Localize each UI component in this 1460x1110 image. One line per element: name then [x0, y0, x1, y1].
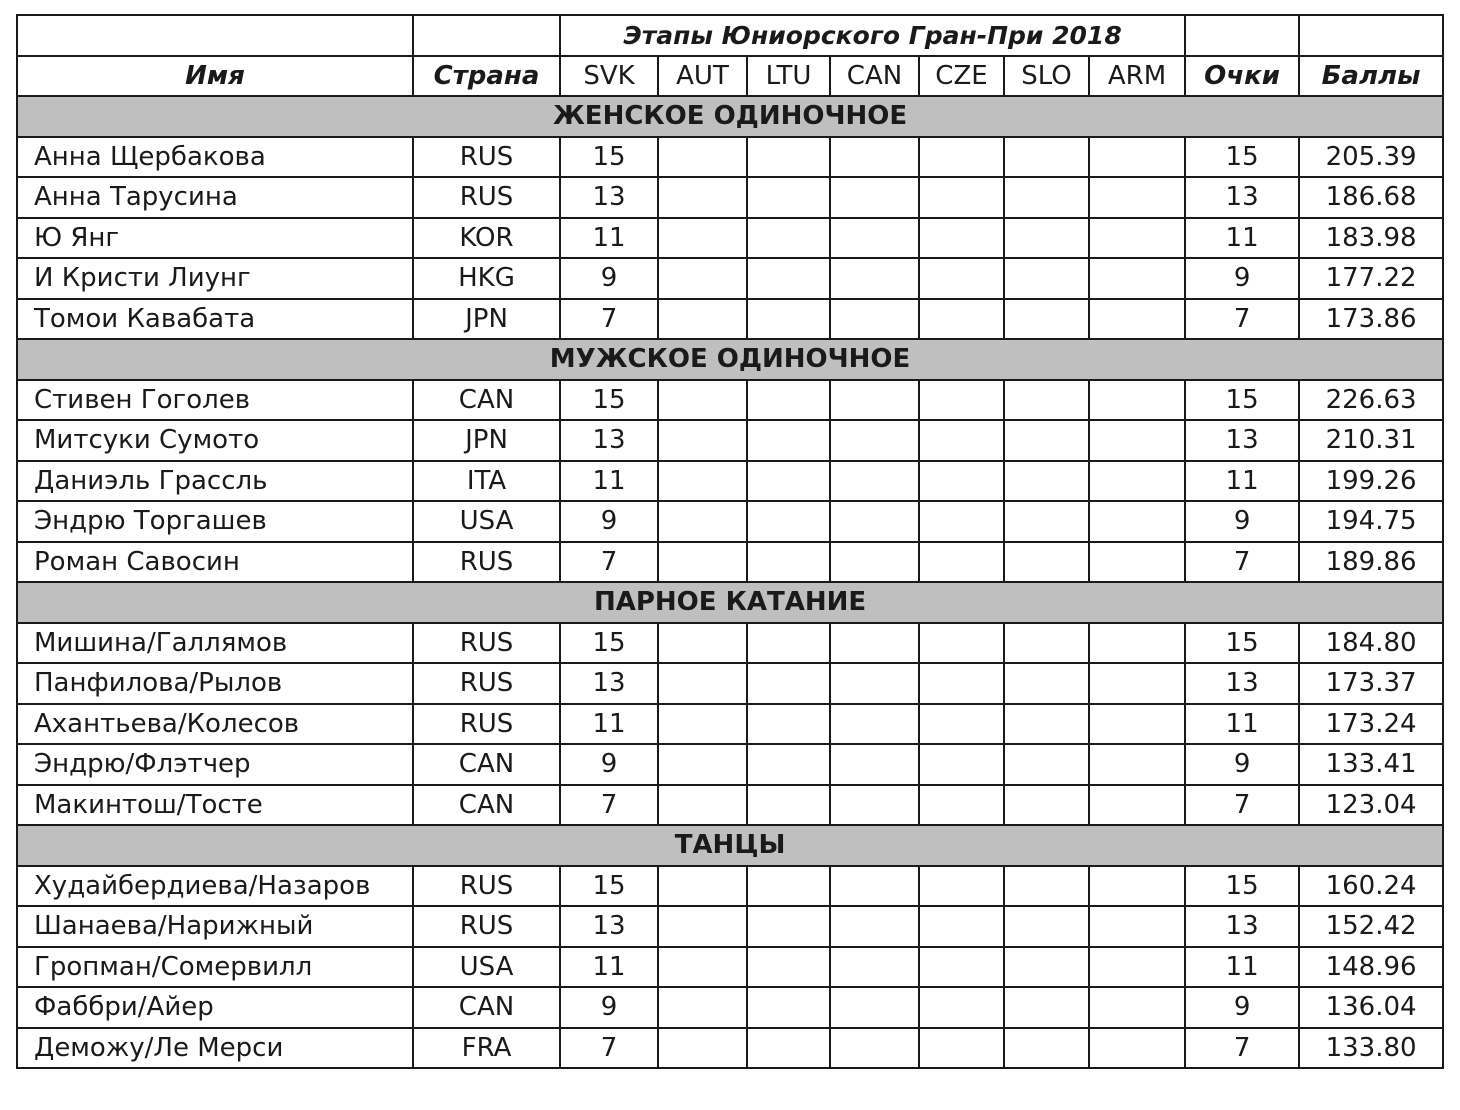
country-cell: USA — [413, 947, 560, 988]
stage-points-cell — [919, 501, 1004, 542]
stage-points-cell — [747, 947, 830, 988]
stage-points-cell — [1089, 947, 1185, 988]
section-header-row — [17, 339, 1443, 380]
country-cell: RUS — [413, 906, 560, 947]
stage-points-cell — [658, 420, 747, 461]
stage-points-cell — [747, 420, 830, 461]
total-points-cell: 7 — [1185, 299, 1299, 340]
stage-points-cell — [658, 137, 747, 178]
stage-points-cell — [658, 501, 747, 542]
stage-points-cell — [1004, 704, 1089, 745]
score-cell: 152.42 — [1299, 906, 1443, 947]
stage-points-cell — [658, 461, 747, 502]
stage-points-cell — [747, 501, 830, 542]
athlete-name-cell: Анна Тарусина — [17, 177, 413, 218]
athlete-name-cell: Томои Кавабата — [17, 299, 413, 340]
country-cell: RUS — [413, 542, 560, 583]
stage-points-cell: 9 — [560, 744, 658, 785]
stage-points-cell — [830, 258, 919, 299]
stage-points-cell — [747, 258, 830, 299]
score-cell: 148.96 — [1299, 947, 1443, 988]
stage-points-cell: 13 — [560, 177, 658, 218]
stage-column-header: CZE — [919, 56, 1004, 97]
stage-points-cell — [658, 177, 747, 218]
stage-points-cell — [1004, 906, 1089, 947]
stage-points-cell — [1089, 866, 1185, 907]
stage-points-cell — [830, 380, 919, 421]
stage-points-cell — [919, 137, 1004, 178]
table-row — [17, 177, 1443, 218]
stage-points-cell — [747, 866, 830, 907]
table-row — [17, 623, 1443, 664]
country-cell: CAN — [413, 987, 560, 1028]
stage-points-cell — [658, 380, 747, 421]
caption-row — [17, 15, 1443, 56]
stage-points-cell — [919, 987, 1004, 1028]
stage-points-cell — [747, 663, 830, 704]
stage-points-cell — [919, 663, 1004, 704]
section-title: МУЖСКОЕ ОДИНОЧНОЕ — [17, 339, 1443, 380]
stage-points-cell — [830, 177, 919, 218]
score-cell: 194.75 — [1299, 501, 1443, 542]
total-points-cell: 15 — [1185, 866, 1299, 907]
athlete-name-cell: И Кристи Лиунг — [17, 258, 413, 299]
athlete-name-cell: Ахантьева/Колесов — [17, 704, 413, 745]
stage-points-cell — [1004, 501, 1089, 542]
country-cell: KOR — [413, 218, 560, 259]
total-points-cell: 9 — [1185, 987, 1299, 1028]
total-points-cell: 9 — [1185, 258, 1299, 299]
stage-points-cell — [830, 461, 919, 502]
athlete-name-cell: Даниэль Грассль — [17, 461, 413, 502]
stage-points-cell — [658, 947, 747, 988]
stage-points-cell — [747, 906, 830, 947]
score-cell: 184.80 — [1299, 623, 1443, 664]
country-cell: USA — [413, 501, 560, 542]
score-cell: 189.86 — [1299, 542, 1443, 583]
score-cell: 205.39 — [1299, 137, 1443, 178]
stage-points-cell — [1004, 258, 1089, 299]
stage-points-cell: 11 — [560, 218, 658, 259]
table-row — [17, 906, 1443, 947]
stage-points-cell — [747, 380, 830, 421]
stage-points-cell — [1089, 461, 1185, 502]
stage-points-cell — [830, 744, 919, 785]
stage-points-cell — [830, 501, 919, 542]
stage-points-cell — [747, 704, 830, 745]
stage-points-cell — [830, 420, 919, 461]
stage-points-cell — [1004, 461, 1089, 502]
stage-points-cell: 7 — [560, 299, 658, 340]
stage-points-cell: 11 — [560, 947, 658, 988]
athlete-name-cell: Шанаева/Нарижный — [17, 906, 413, 947]
stage-points-cell — [747, 177, 830, 218]
stage-points-cell — [747, 218, 830, 259]
stage-points-cell — [1089, 380, 1185, 421]
total-points-cell: 13 — [1185, 177, 1299, 218]
stage-points-cell — [747, 542, 830, 583]
score-cell: 133.80 — [1299, 1028, 1443, 1069]
stage-points-cell — [1004, 1028, 1089, 1069]
table-row — [17, 299, 1443, 340]
stage-points-cell — [1004, 785, 1089, 826]
total-points-cell: 7 — [1185, 785, 1299, 826]
score-cell: 183.98 — [1299, 218, 1443, 259]
stage-points-cell — [1089, 177, 1185, 218]
section-header-row — [17, 582, 1443, 623]
stage-points-cell — [658, 623, 747, 664]
stage-points-cell — [1089, 704, 1185, 745]
stage-points-cell — [1089, 1028, 1185, 1069]
country-cell: RUS — [413, 663, 560, 704]
table-row — [17, 1028, 1443, 1069]
stage-points-cell — [830, 218, 919, 259]
stage-points-cell — [658, 542, 747, 583]
table-row — [17, 542, 1443, 583]
table-row — [17, 663, 1443, 704]
stage-points-cell — [1089, 663, 1185, 704]
stage-points-cell — [1004, 744, 1089, 785]
country-cell: FRA — [413, 1028, 560, 1069]
stage-points-cell — [747, 987, 830, 1028]
athlete-name-cell: Деможу/Ле Мерси — [17, 1028, 413, 1069]
country-column-header: Страна — [413, 56, 560, 97]
country-cell: RUS — [413, 623, 560, 664]
athlete-name-cell: Эндрю/Флэтчер — [17, 744, 413, 785]
stage-points-cell: 11 — [560, 461, 658, 502]
stage-points-cell — [919, 461, 1004, 502]
table-body — [17, 96, 1443, 1068]
athlete-name-cell: Панфилова/Рылов — [17, 663, 413, 704]
stage-points-cell: 13 — [560, 420, 658, 461]
athlete-name-cell: Ю Янг — [17, 218, 413, 259]
section-title: ТАНЦЫ — [17, 825, 1443, 866]
stage-points-cell: 13 — [560, 906, 658, 947]
stage-points-cell: 15 — [560, 623, 658, 664]
stage-points-cell — [830, 704, 919, 745]
stage-points-cell: 15 — [560, 866, 658, 907]
name-column-header: Имя — [17, 56, 413, 97]
stage-column-header: CAN — [830, 56, 919, 97]
stage-points-cell — [658, 744, 747, 785]
score-cell: 133.41 — [1299, 744, 1443, 785]
athlete-name-cell: Гропман/Сомервилл — [17, 947, 413, 988]
total-points-cell: 7 — [1185, 542, 1299, 583]
total-points-cell: 9 — [1185, 744, 1299, 785]
stage-points-cell — [1089, 542, 1185, 583]
stage-points-cell — [830, 906, 919, 947]
athlete-name-cell: Макинтош/Тосте — [17, 785, 413, 826]
table-row — [17, 137, 1443, 178]
country-cell: RUS — [413, 866, 560, 907]
stage-points-cell: 7 — [560, 542, 658, 583]
stage-points-cell — [919, 177, 1004, 218]
stage-points-cell — [658, 218, 747, 259]
country-cell: RUS — [413, 704, 560, 745]
table-row — [17, 704, 1443, 745]
stage-points-cell — [658, 663, 747, 704]
stage-points-cell — [1089, 299, 1185, 340]
stage-column-header: LTU — [747, 56, 830, 97]
stage-points-cell — [830, 1028, 919, 1069]
total-points-cell: 7 — [1185, 1028, 1299, 1069]
athlete-name-cell: Мишина/Галлямов — [17, 623, 413, 664]
score-cell: 136.04 — [1299, 987, 1443, 1028]
table-row — [17, 420, 1443, 461]
section-title: ПАРНОЕ КАТАНИЕ — [17, 582, 1443, 623]
total-points-cell: 13 — [1185, 663, 1299, 704]
stage-points-cell — [830, 137, 919, 178]
stage-points-cell: 7 — [560, 785, 658, 826]
standings-table — [16, 14, 1444, 1069]
stage-column-header: AUT — [658, 56, 747, 97]
stage-points-cell — [919, 785, 1004, 826]
country-cell: ITA — [413, 461, 560, 502]
column-header-row — [17, 56, 1443, 97]
points-column-header: Очки — [1185, 56, 1299, 97]
stage-points-cell — [747, 461, 830, 502]
athlete-name-cell: Стивен Гоголев — [17, 380, 413, 421]
stage-points-cell — [658, 258, 747, 299]
stage-points-cell — [919, 1028, 1004, 1069]
stage-points-cell — [919, 380, 1004, 421]
stage-points-cell — [1004, 663, 1089, 704]
stage-points-cell — [747, 744, 830, 785]
table-row — [17, 258, 1443, 299]
stage-points-cell — [919, 258, 1004, 299]
score-cell: 210.31 — [1299, 420, 1443, 461]
stage-points-cell — [658, 1028, 747, 1069]
stage-column-header: ARM — [1089, 56, 1185, 97]
stage-points-cell: 11 — [560, 704, 658, 745]
stage-points-cell — [1004, 137, 1089, 178]
stage-points-cell — [1089, 744, 1185, 785]
stage-points-cell — [919, 623, 1004, 664]
table-row — [17, 987, 1443, 1028]
stage-points-cell — [1004, 420, 1089, 461]
score-cell: 199.26 — [1299, 461, 1443, 502]
stage-points-cell — [1089, 258, 1185, 299]
stage-points-cell: 15 — [560, 137, 658, 178]
stage-points-cell — [830, 623, 919, 664]
stage-points-cell — [1089, 137, 1185, 178]
country-cell: JPN — [413, 299, 560, 340]
table-row — [17, 947, 1443, 988]
stage-points-cell — [919, 218, 1004, 259]
score-cell: 186.68 — [1299, 177, 1443, 218]
country-cell: HKG — [413, 258, 560, 299]
total-points-cell: 13 — [1185, 420, 1299, 461]
total-points-cell: 15 — [1185, 623, 1299, 664]
stage-points-cell — [830, 947, 919, 988]
stage-points-cell — [747, 1028, 830, 1069]
stage-points-cell — [1004, 177, 1089, 218]
total-points-cell: 11 — [1185, 218, 1299, 259]
country-cell: CAN — [413, 785, 560, 826]
stage-points-cell — [830, 542, 919, 583]
stage-points-cell — [658, 866, 747, 907]
stage-points-cell — [1004, 299, 1089, 340]
stage-points-cell — [658, 299, 747, 340]
score-cell: 173.86 — [1299, 299, 1443, 340]
score-cell: 160.24 — [1299, 866, 1443, 907]
empty-header-cell — [1299, 15, 1443, 56]
athlete-name-cell: Анна Щербакова — [17, 137, 413, 178]
stage-points-cell — [1089, 987, 1185, 1028]
empty-header-cell — [1185, 15, 1299, 56]
total-points-cell: 11 — [1185, 947, 1299, 988]
stage-points-cell — [1089, 785, 1185, 826]
table-row — [17, 501, 1443, 542]
total-points-cell: 9 — [1185, 501, 1299, 542]
stage-points-cell — [747, 299, 830, 340]
country-cell: CAN — [413, 380, 560, 421]
stage-points-cell — [1089, 623, 1185, 664]
stage-points-cell: 9 — [560, 987, 658, 1028]
score-cell: 123.04 — [1299, 785, 1443, 826]
athlete-name-cell: Роман Савосин — [17, 542, 413, 583]
stage-points-cell — [830, 663, 919, 704]
stage-points-cell — [830, 785, 919, 826]
stage-column-header: SLO — [1004, 56, 1089, 97]
stage-column-header: SVK — [560, 56, 658, 97]
stage-points-cell — [1004, 542, 1089, 583]
table-row — [17, 380, 1443, 421]
stage-points-cell — [830, 866, 919, 907]
empty-header-cell — [17, 15, 413, 56]
stages-caption: Этапы Юниорского Гран-При 2018 — [560, 15, 1185, 56]
score-cell: 173.24 — [1299, 704, 1443, 745]
stage-points-cell — [658, 704, 747, 745]
total-points-cell: 11 — [1185, 461, 1299, 502]
country-cell: JPN — [413, 420, 560, 461]
stage-points-cell — [919, 866, 1004, 907]
stage-points-cell — [1004, 380, 1089, 421]
score-cell: 177.22 — [1299, 258, 1443, 299]
stage-points-cell — [919, 947, 1004, 988]
stage-points-cell — [747, 137, 830, 178]
stage-points-cell — [1089, 420, 1185, 461]
stage-points-cell — [1004, 947, 1089, 988]
stage-points-cell — [1089, 906, 1185, 947]
stage-points-cell — [1004, 987, 1089, 1028]
athlete-name-cell: Эндрю Торгашев — [17, 501, 413, 542]
athlete-name-cell: Фаббри/Айер — [17, 987, 413, 1028]
athlete-name-cell: Митсуки Сумото — [17, 420, 413, 461]
table-row — [17, 461, 1443, 502]
stage-points-cell — [658, 987, 747, 1028]
country-cell: CAN — [413, 744, 560, 785]
stage-points-cell — [919, 744, 1004, 785]
stage-points-cell: 15 — [560, 380, 658, 421]
total-points-cell: 15 — [1185, 380, 1299, 421]
section-title: ЖЕНСКОЕ ОДИНОЧНОЕ — [17, 96, 1443, 137]
stage-points-cell — [658, 785, 747, 826]
stage-points-cell — [919, 906, 1004, 947]
section-header-row — [17, 825, 1443, 866]
table-row — [17, 785, 1443, 826]
stage-points-cell — [919, 299, 1004, 340]
stage-points-cell — [830, 987, 919, 1028]
stage-points-cell — [658, 906, 747, 947]
total-points-cell: 15 — [1185, 137, 1299, 178]
country-cell: RUS — [413, 137, 560, 178]
country-cell: RUS — [413, 177, 560, 218]
table-row — [17, 218, 1443, 259]
stage-points-cell — [1004, 866, 1089, 907]
stage-points-cell — [830, 299, 919, 340]
stage-points-cell — [1089, 501, 1185, 542]
stage-points-cell: 13 — [560, 663, 658, 704]
stage-points-cell: 7 — [560, 1028, 658, 1069]
athlete-name-cell: Худайбердиева/Назаров — [17, 866, 413, 907]
empty-header-cell — [413, 15, 560, 56]
stage-points-cell — [747, 623, 830, 664]
stage-points-cell — [747, 785, 830, 826]
total-points-cell: 11 — [1185, 704, 1299, 745]
stage-points-cell — [919, 420, 1004, 461]
stage-points-cell: 9 — [560, 501, 658, 542]
stage-points-cell — [1089, 218, 1185, 259]
stage-points-cell — [1004, 218, 1089, 259]
stage-points-cell: 9 — [560, 258, 658, 299]
score-cell: 226.63 — [1299, 380, 1443, 421]
score-cell: 173.37 — [1299, 663, 1443, 704]
score-column-header: Баллы — [1299, 56, 1443, 97]
stage-points-cell — [1004, 623, 1089, 664]
table-row — [17, 744, 1443, 785]
table-row — [17, 866, 1443, 907]
section-header-row — [17, 96, 1443, 137]
total-points-cell: 13 — [1185, 906, 1299, 947]
stage-points-cell — [919, 704, 1004, 745]
stage-points-cell — [919, 542, 1004, 583]
